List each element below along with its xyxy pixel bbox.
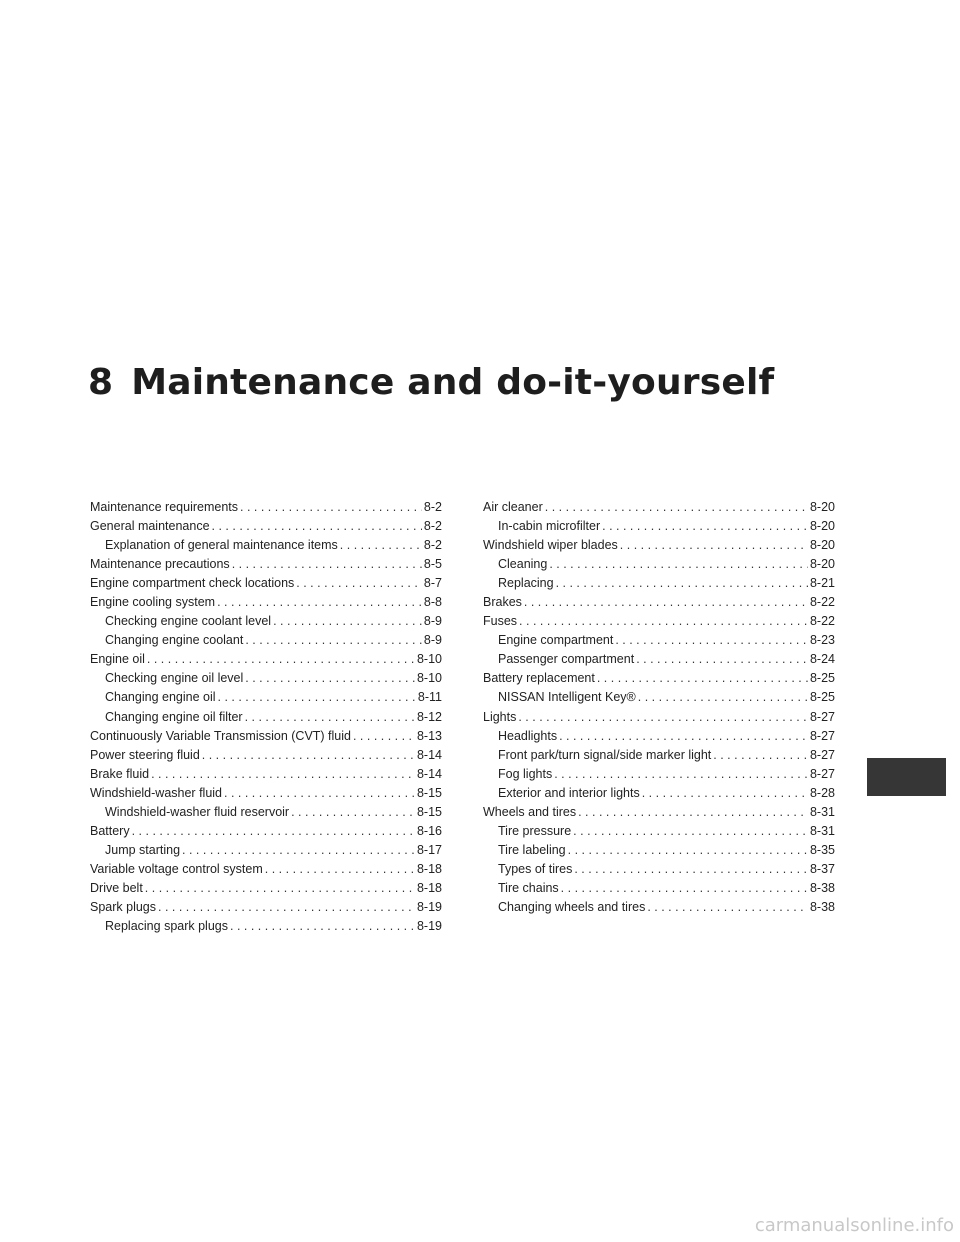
toc-entry-title: Air cleaner [483,500,543,514]
toc-entry-title: Changing engine oil filter [105,709,243,724]
toc-entry-page: 8-14 [416,766,442,781]
toc-entry[interactable] [90,498,442,517]
toc-entry[interactable] [90,593,442,612]
toc-entry-page: 8-28 [809,785,835,800]
chapter-number: 8 [88,362,114,403]
dot-leader [145,879,415,898]
toc-entry-title: Power steering fluid [90,747,200,762]
toc-entry-page: 8-24 [809,652,835,667]
toc-entry-page: 8-23 [809,633,835,648]
watermark: carmanualsonline.info [754,1215,954,1236]
toc-entry-title: Front park/turn signal/side marker light [498,747,712,762]
toc-entry-page: 8-19 [416,899,442,914]
toc-entry-page: 8-16 [416,823,442,838]
toc-entry-page: 8-20 [809,557,835,572]
toc-entry-page: 8-20 [809,538,835,553]
toc-entry[interactable] [90,898,442,917]
dot-leader [597,669,808,688]
dot-leader [291,803,415,822]
toc-entry-page: 8-20 [809,500,835,514]
dot-leader [353,727,415,746]
dot-leader [296,574,422,593]
dot-leader [518,708,808,727]
toc-entry[interactable] [483,574,835,593]
dot-leader [713,746,808,765]
toc-entry-title: Tire chains [498,880,559,895]
dot-leader [561,879,808,898]
toc-entry[interactable] [483,669,835,688]
toc-entry[interactable] [483,727,835,746]
dot-leader [554,765,808,784]
chapter-heading [88,362,774,403]
toc-entry-title: Windshield wiper blades [483,538,618,553]
toc-entry-page: 8-17 [416,842,442,857]
toc-entry[interactable] [90,688,442,707]
toc-entry[interactable] [90,765,442,784]
toc-entry-title: Windshield-washer fluid [90,785,223,800]
toc-entry[interactable] [483,746,835,765]
dot-leader [578,803,808,822]
dot-leader [602,517,808,536]
chapter-title: Maintenance and do-it-yourself [131,362,775,403]
toc-entry-page: 8-18 [416,861,442,876]
toc-entry-page: 8-2 [423,538,442,553]
dot-leader [574,860,808,879]
toc-entry[interactable] [483,784,835,803]
chapter-tab-marker [867,758,946,796]
toc-entry-title: Maintenance precautions [90,557,230,572]
dot-leader [524,593,808,612]
toc-entry-title: Battery replacement [483,671,595,686]
toc-entry[interactable] [483,803,835,822]
toc-entry[interactable] [90,841,442,860]
toc-entry-title: Headlights [498,728,558,743]
toc-entry[interactable] [90,822,442,841]
toc-entry-title: Cleaning [498,557,548,572]
dot-leader [217,593,422,612]
toc-entry-page: 8-14 [416,747,442,762]
toc-entry[interactable] [483,708,835,727]
dot-leader [568,841,808,860]
toc-entry-page: 8-10 [416,652,442,667]
toc-entry-title: Changing engine oil [105,690,216,705]
dot-leader [556,574,808,593]
toc-entry-title: Passenger compartment [498,652,635,667]
dot-leader [642,784,808,803]
toc-entry[interactable] [483,860,835,879]
dot-leader [212,517,422,536]
toc-entry-title: Replacing spark plugs [105,919,228,934]
dot-leader [559,727,808,746]
toc-entry[interactable] [483,498,835,517]
toc-entry[interactable] [483,879,835,898]
toc-entry-page: 8-8 [423,595,442,610]
dot-leader [218,688,416,707]
toc-entry-page: 8-25 [809,671,835,686]
toc-entry-page: 8-5 [423,557,442,572]
toc-entry-page: 8-25 [809,690,835,705]
dot-leader [638,688,808,707]
toc-entry[interactable] [90,631,442,650]
toc-entry-title: Engine oil [90,652,145,667]
toc-entry[interactable] [90,650,442,669]
toc-entry[interactable] [483,536,835,555]
toc-entry-title: Engine compartment [498,633,614,648]
toc-entry-title: Jump starting [105,842,181,857]
toc-entry-page: 8-31 [809,804,835,819]
toc-entry-page: 8-7 [423,576,442,591]
toc-entry-page: 8-22 [809,595,835,610]
toc-entry-title: Exterior and interior lights [498,785,640,800]
toc-entry[interactable] [483,898,835,917]
toc-entry-title: Fog lights [498,766,553,781]
dot-leader [202,746,415,765]
toc-entry-title: Changing engine coolant [105,633,244,648]
toc-entry-title: Engine compartment check locations [90,576,295,591]
toc-entry[interactable] [90,746,442,765]
dot-leader [245,631,422,650]
toc-entry-title: Continuously Variable Transmission (CVT) fluid [90,728,351,743]
toc-entry[interactable] [90,536,442,555]
toc-entry[interactable] [483,593,835,612]
toc-entry-title: Brake fluid [90,766,150,781]
toc-entry[interactable] [90,860,442,879]
toc-entry-page: 8-12 [416,709,442,724]
toc-entry-title: Tire pressure [498,823,572,838]
toc-entry-title: In-cabin microfilter [498,519,601,534]
toc-entry-page: 8-21 [809,576,835,591]
toc-entry-title: Explanation of general maintenance items [105,538,338,553]
toc-entry-title: Drive belt [90,880,143,895]
toc-entry[interactable] [483,822,835,841]
toc-entry-title: Checking engine coolant level [105,614,272,629]
toc-entry[interactable] [90,574,442,593]
toc-entry-title: General maintenance [90,519,210,534]
toc-entry-page: 8-38 [809,899,835,914]
toc-entry-page: 8-37 [809,861,835,876]
dot-leader [224,784,415,803]
toc-entry-title: Variable voltage control system [90,861,263,876]
dot-leader [549,555,808,574]
toc-entry-page: 8-15 [416,785,442,800]
toc-entry-page: 8-2 [423,519,442,534]
toc-entry-page: 8-27 [809,709,835,724]
toc-entry-page: 8-10 [416,671,442,686]
toc-entry-title: Replacing [498,576,554,591]
dot-leader [273,612,422,631]
toc-entry-page: 8-27 [809,766,835,781]
dot-leader [232,555,422,574]
toc-entry-page: 8-20 [809,519,835,534]
toc-entry[interactable] [90,784,442,803]
dot-leader [519,612,808,631]
toc-entry[interactable] [483,517,835,536]
dot-leader [240,498,422,517]
toc-entry-page: 8-13 [416,728,442,743]
dot-leader [636,650,808,669]
toc-entry[interactable] [90,555,442,574]
toc-entry-page: 8-2 [423,500,442,514]
toc-entry-page: 8-9 [423,633,442,648]
toc-entry[interactable] [483,765,835,784]
toc-entry-title: Fuses [483,614,518,629]
toc-entry[interactable] [90,803,442,822]
toc-entry-page: 8-11 [417,690,442,705]
dot-leader [182,841,415,860]
toc-entry[interactable] [90,708,442,727]
toc-entry-title: Types of tires [498,861,573,876]
toc-entry-page: 8-31 [809,823,835,838]
toc-entry-page: 8-22 [809,614,835,629]
dot-leader [620,536,808,555]
dot-leader [615,631,808,650]
dot-leader [573,822,808,841]
toc-entry-title: Changing wheels and tires [498,899,646,914]
toc-entry[interactable] [90,917,442,936]
toc-entry-title: Checking engine oil level [105,671,244,686]
toc-entry-page: 8-35 [809,842,835,857]
toc-entry-page: 8-27 [809,747,835,762]
toc-entry[interactable] [90,612,442,631]
toc-entry-title: Lights [483,709,517,724]
toc-entry-title: Tire labeling [498,842,566,857]
toc-entry-title: Engine cooling system [90,595,216,610]
dot-leader [151,765,415,784]
dot-leader [545,498,808,517]
toc-entry[interactable] [483,650,835,669]
dot-leader [245,708,415,727]
toc-entry-title: NISSAN Intelligent Key® [498,690,636,705]
toc-entry-page: 8-19 [416,919,442,934]
toc-entry[interactable] [90,879,442,898]
toc-entry-page: 8-15 [416,804,442,819]
dot-leader [245,669,415,688]
toc-entry-title: Brakes [483,595,522,610]
toc-entry[interactable] [483,688,835,707]
toc-entry-page: 8-38 [809,880,835,895]
toc-left-column [90,498,442,936]
dot-leader [647,898,808,917]
dot-leader [340,536,422,555]
toc-entry[interactable] [483,612,835,631]
dot-leader [132,822,415,841]
toc-entry[interactable] [90,517,442,536]
toc-entry-title: Spark plugs [90,899,157,914]
toc-entry[interactable] [90,669,442,688]
dot-leader [147,650,415,669]
toc-entry-page: 8-18 [416,880,442,895]
toc-entry-title: Battery [90,823,130,838]
toc-right-column [483,498,835,917]
toc-entry-page: 8-27 [809,728,835,743]
toc-entry[interactable] [90,727,442,746]
dot-leader [230,917,415,936]
dot-leader [265,860,415,879]
toc-entry[interactable] [483,631,835,650]
dot-leader [158,898,415,917]
toc-entry-title: Wheels and tires [483,804,577,819]
toc-entry-title: Windshield-washer fluid reservoir [105,804,290,819]
toc-entry-page: 8-9 [423,614,442,629]
toc-entry-title: Maintenance requirements [90,500,238,514]
toc-entry[interactable] [483,841,835,860]
toc-entry[interactable] [483,555,835,574]
